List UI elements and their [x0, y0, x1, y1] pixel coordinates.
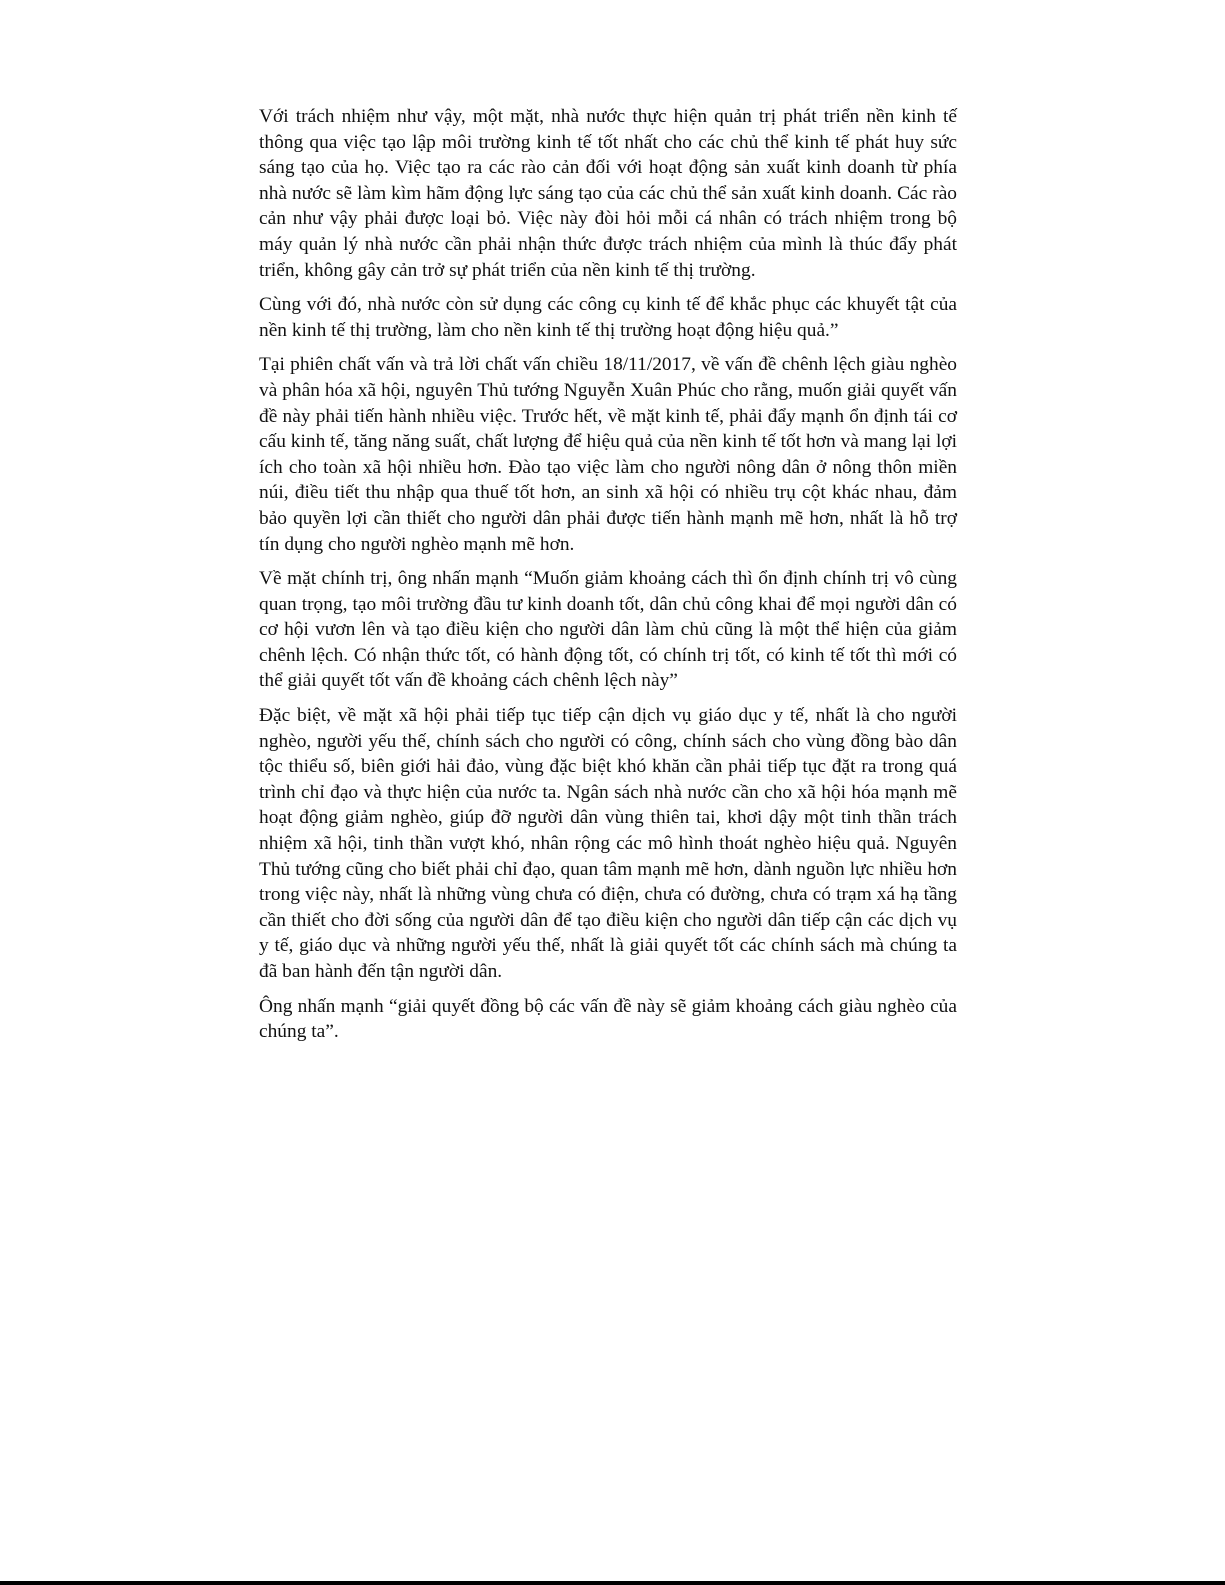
paragraph-5: Đặc biệt, về mặt xã hội phải tiếp tục tiếp cận dịch vụ giáo dục y tế, nhất là cho người nghèo, người yếu thế, chính sách cho người có công, chính sách cho vùng đồng bào dân tộc thiểu số, biên giới hải đảo, vùng đặc biệt khó khăn cần phải tiếp tục đặt ra trong quá trình chỉ đạo và thực hiện của nước ta. Ngân sách nhà nước cần cho xã hội hóa mạnh mẽ hoạt động giảm nghèo, giúp đỡ người dân vùng thiên tai, khơi dậy một tinh thần trách nhiệm xã hội, tinh thần vượt khó, nhân rộng các mô hình thoát nghèo hiệu quả. Nguyên Thủ tướng cũng cho biết phải chỉ đạo, quan tâm mạnh mẽ hơn, dành nguồn lực nhiều hơn trong việc này, nhất là những vùng chưa có điện, chưa có đường, chưa có trạm xá hạ tầng cần thiết cho đời sống của người dân để tạo điều kiện cho người dân tiếp cận các dịch vụ y tế, giáo dục và những người yếu thế, nhất là giải quyết tốt các chính sách mà chúng ta đã ban hành đến tận người dân.: [259, 705, 957, 982]
paragraph-1: Với trách nhiệm như vậy, một mặt, nhà nước thực hiện quản trị phát triển nền kinh tế thông qua việc tạo lập môi trường kinh tế tốt nhất cho các chủ thể kinh tế phát huy sức sáng tạo của họ. Việc tạo ra các rào cản đối với hoạt động sản xuất kinh doanh từ phía nhà nước sẽ làm kìm hãm động lực sáng tạo của các chủ thể sản xuất kinh doanh. Các rào cản như vậy phải được loại bỏ. Việc này đòi hỏi mỗi cá nhân có trách nhiệm trong bộ máy quản lý nhà nước cần phải nhận thức được trách nhiệm của mình là thúc đẩy phát triển, không gây cản trở sự phát triển của nền kinh tế thị trường.: [259, 106, 957, 281]
paragraph-6: Ông nhấn mạnh “giải quyết đồng bộ các vấn đề này sẽ giảm khoảng cách giàu nghèo của chúng ta”.: [259, 995, 957, 1043]
page-bottom-border: [0, 1581, 1225, 1585]
paragraph-4: Về mặt chính trị, ông nhấn mạnh “Muốn giảm khoảng cách thì ổn định chính trị vô cùng quan trọng, tạo môi trường đầu tư kinh doanh tốt, dân chủ công khai để mọi người dân có cơ hội vươn lên và tạo điều kiện cho người dân làm chủ cũng là một thể hiện của giảm chênh lệch. Có nhận thức tốt, có hành động tốt, có chính trị tốt, có kinh tế tốt thì mới có thể giải quyết tốt vấn đề khoảng cách chênh lệch này”: [259, 568, 957, 692]
body-text: [259, 104, 957, 1054]
paragraph-3: Tại phiên chất vấn và trả lời chất vấn chiều 18/11/2017, về vấn đề chênh lệch giàu nghèo và phân hóa xã hội, nguyên Thủ tướng Nguyễn Xuân Phúc cho rằng, muốn giải quyết vấn đề này phải tiến hành nhiều việc. Trước hết, về mặt kinh tế, phải đẩy mạnh ổn định tái cơ cấu kinh tế, tăng năng suất, chất lượng để hiệu quả của nền kinh tế tốt hơn và mang lại lợi ích cho toàn xã hội nhiều hơn. Đào tạo việc làm cho người nông dân ở nông thôn miền núi, điều tiết thu nhập qua thuế tốt hơn, an sinh xã hội có nhiều trụ cột khác nhau, đảm bảo quyền lợi cần thiết cho người dân phải được tiến hành mạnh mẽ hơn, nhất là hỗ trợ tín dụng cho người nghèo mạnh mẽ hơn.: [259, 354, 957, 555]
paragraph-2: Cùng với đó, nhà nước còn sử dụng các công cụ kinh tế để khắc phục các khuyết tật của nền kinh tế thị trường, làm cho nền kinh tế thị trường hoạt động hiệu quả.”: [259, 294, 957, 341]
